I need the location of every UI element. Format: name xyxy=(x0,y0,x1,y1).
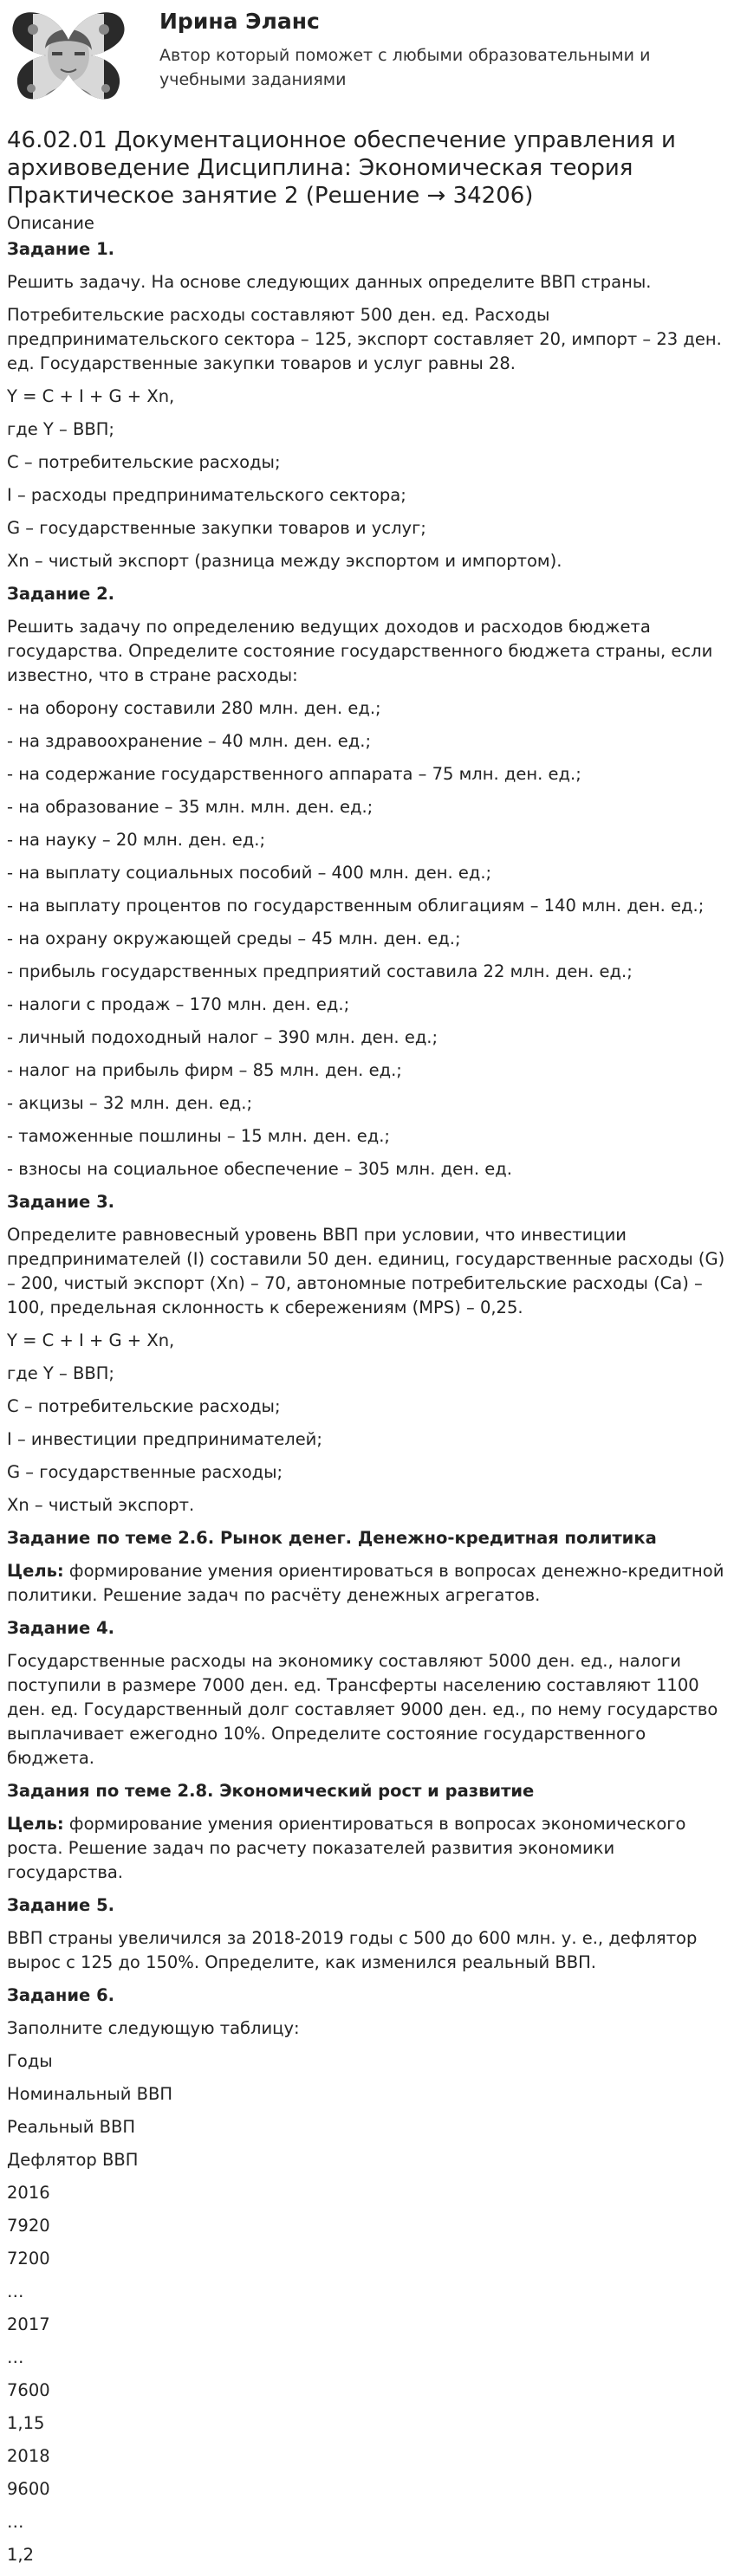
text-line: 9600 xyxy=(7,2479,50,2499)
description-label: Описание xyxy=(7,213,94,233)
text-line: Потребительские расходы составляют 500 ден. ед. Расходы предпринимательского сектора – 125, экспорт составляет 20, импорт – 23 ден. ед. Государственные закупки товаров и услуг равны 28. xyxy=(7,305,722,373)
text-line: ВВП страны увеличился за 2018-2019 годы с 500 до 600 млн. у. е., дефлятор вырос с 125 до 150%. Определите, как изменился реальный ВВП. xyxy=(7,1928,698,1972)
text-line: G – государственные закупки товаров и услуг; xyxy=(7,518,426,538)
section-heading: Задание 6. xyxy=(7,1985,115,2005)
text-line: Определите равновесный уровень ВВП при условии, что инвестиции предпринимателей (I) составили 50 ден. единиц, государственные расходы (G) – 200, чистый экспорт (Xn) – 70, автономные потребительские расходы (Ca) – 100, предельная склонность к сбережениям (MPS) – 0,25. xyxy=(7,1225,725,1317)
text-line: C – потребительские расходы; xyxy=(7,452,281,472)
section-heading: Задание 3. xyxy=(7,1192,115,1212)
text-line: Решить задачу по определению ведущих доходов и расходов бюджета государства. Определите состояние государственного бюджета страны, если известно, что в стране расходы: xyxy=(7,617,713,685)
text-line xyxy=(7,1812,726,1885)
description-body xyxy=(7,211,726,2576)
text-line: - личный подоходный налог – 390 млн. ден. ед.; xyxy=(7,1027,438,1047)
text-line: Xn – чистый экспорт (разница между экспортом и импортом). xyxy=(7,551,562,571)
text-line: где Y – ВВП; xyxy=(7,1363,114,1383)
text-line: - акцизы – 32 млн. ден. ед.; xyxy=(7,1093,253,1113)
text-line: 7600 xyxy=(7,2380,50,2400)
goal-label: Цель: xyxy=(7,1814,64,1834)
text-line: 2016 xyxy=(7,2183,50,2203)
author-name[interactable]: Ирина Эланс xyxy=(159,9,320,34)
text-line: 1,2 xyxy=(7,2545,35,2565)
text-line: Номинальный ВВП xyxy=(7,2084,173,2104)
text-line: C – потребительские расходы; xyxy=(7,1396,281,1416)
goal-text: формирование умения ориентироваться в вопросах экономического роста. Решение задач по расчету показателей развития экономики государства. xyxy=(7,1814,686,1882)
text-line: … xyxy=(7,2512,24,2532)
section-heading: Задание по теме 2.6. Рынок денег. Денежно-кредитная политика xyxy=(7,1528,657,1548)
text-line: Государственные расходы на экономику составляют 5000 ден. ед., налоги поступили в размере 7000 ден. ед. Трансферты населению составляют 1100 ден. ед. Государственный долг составляет 9000 ден. ед., по нему государство выплачивает ежегодно 10%. Определите состояние государственного бюджета. xyxy=(7,1651,718,1768)
text-line: G – государственные расходы; xyxy=(7,1462,283,1482)
text-line: Решить задачу. На основе следующих данных определите ВВП страны. xyxy=(7,272,652,292)
text-line: Дефлятор ВВП xyxy=(7,2150,139,2170)
text-line: Xn – чистый экспорт. xyxy=(7,1495,195,1515)
goal-label: Цель: xyxy=(7,1561,64,1581)
author-header xyxy=(0,0,734,113)
text-line: - налоги с продаж – 170 млн. ден. ед.; xyxy=(7,994,350,1014)
text-line: Реальный ВВП xyxy=(7,2117,136,2137)
text-line: - таможенные пошлины – 15 млн. ден. ед.; xyxy=(7,1126,390,1146)
text-line: - взносы на социальное обеспечение – 305 млн. ден. ед. xyxy=(7,1159,512,1179)
text-line: - на образование – 35 млн. млн. ден. ед.; xyxy=(7,797,373,817)
goal-text: формирование умения ориентироваться в вопросах денежно-кредитной политики. Решение задач по расчёту денежных агрегатов. xyxy=(7,1561,724,1605)
page-title: 46.02.01 Документационное обеспечение управления и архивоведение Дисциплина: Экономическая теория Практическое занятие 2 (Решение → 34206) xyxy=(7,127,676,209)
section-heading: Задание 5. xyxy=(7,1895,115,1915)
text-line: I – инвестиции предпринимателей; xyxy=(7,1429,322,1449)
author-description: Автор который поможет с любыми образовательными и учебными заданиями xyxy=(159,46,651,89)
text-line: 7200 xyxy=(7,2249,50,2269)
text-line: - прибыль государственных предприятий составила 22 млн. ден. ед.; xyxy=(7,961,633,981)
text-line: - на выплату процентов по государственным облигациям – 140 млн. ден. ед.; xyxy=(7,896,705,916)
text-line: - на оборону составили 280 млн. ден. ед.; xyxy=(7,698,381,718)
text-line: 2018 xyxy=(7,2446,50,2466)
text-line: I – расходы предпринимательского сектора; xyxy=(7,485,406,505)
text-line: где Y – ВВП; xyxy=(7,419,114,439)
text-line xyxy=(7,1559,726,1608)
text-line: - налог на прибыль фирм – 85 млн. ден. ед.; xyxy=(7,1060,402,1080)
text-line: … xyxy=(7,2282,24,2301)
text-line: - на здравоохранение – 40 млн. ден. ед.; xyxy=(7,731,372,751)
section-heading: Задания по теме 2.8. Экономический рост и развитие xyxy=(7,1781,535,1801)
text-line: Y = C + I + G + Xn, xyxy=(7,386,175,406)
text-line: - на науку – 20 млн. ден. ед.; xyxy=(7,830,266,850)
text-line: Годы xyxy=(7,2051,53,2071)
text-line: - на выплату социальных пособий – 400 млн. ден. ед.; xyxy=(7,863,492,883)
text-line: 2017 xyxy=(7,2314,50,2334)
text-line: … xyxy=(7,2347,24,2367)
text-line: Y = C + I + G + Xn, xyxy=(7,1330,175,1350)
text-line: 7920 xyxy=(7,2216,50,2236)
section-heading: Задание 1. xyxy=(7,239,115,259)
section-heading: Задание 4. xyxy=(7,1618,115,1638)
text-line: - на охрану окружающей среды – 45 млн. ден. ед.; xyxy=(7,929,461,948)
section-heading: Задание 2. xyxy=(7,584,115,604)
text-line: - на содержание государственного аппарата – 75 млн. ден. ед.; xyxy=(7,764,581,784)
text-line: Заполните следующую таблицу: xyxy=(7,2018,300,2038)
author-avatar[interactable] xyxy=(7,5,130,107)
text-line: 1,15 xyxy=(7,2413,45,2433)
